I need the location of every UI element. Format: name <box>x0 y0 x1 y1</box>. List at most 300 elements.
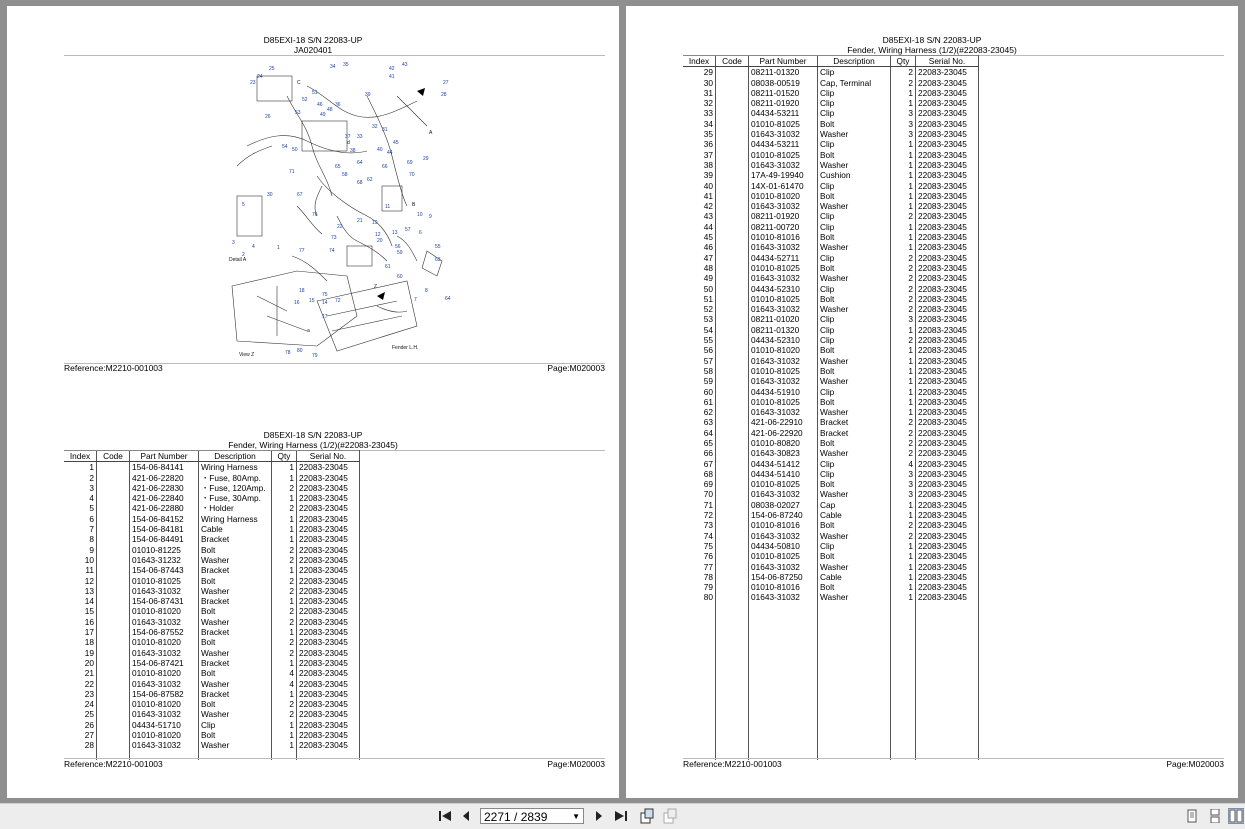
table-cell: 01643-31032 <box>749 160 818 170</box>
table-cell: 22083-23045 <box>297 596 360 606</box>
table-cell: 3 <box>891 469 916 479</box>
svg-text:26: 26 <box>265 114 271 120</box>
table-cell: ・Fuse, 80Amp. <box>199 473 272 483</box>
table-cell: 22083-23045 <box>916 150 979 160</box>
table-cell <box>716 603 749 760</box>
prev-page-icon[interactable] <box>458 808 474 824</box>
table-cell: 1 <box>891 376 916 386</box>
table-cell <box>716 67 749 78</box>
table-cell: Bolt <box>199 576 272 586</box>
table-cell: 22083-23045 <box>297 586 360 596</box>
table-cell: 70 <box>703 489 713 500</box>
table-cell <box>97 637 130 647</box>
table-cell: Bolt <box>818 582 891 592</box>
table-cell: 04434-50810 <box>749 541 818 551</box>
last-page-icon[interactable] <box>613 808 629 824</box>
svg-text:63: 63 <box>435 257 441 263</box>
table-cell <box>716 572 749 582</box>
next-page-icon[interactable] <box>591 808 607 824</box>
table-cell: 58 <box>703 365 713 376</box>
table-cell: 12 <box>84 575 94 586</box>
table-cell: 22083-23045 <box>916 314 979 324</box>
table-cell: 65 <box>703 437 713 448</box>
column-header: Serial No. <box>916 56 979 67</box>
table-cell <box>716 562 749 572</box>
table-cell: 2 <box>891 263 916 273</box>
table-cell: Bolt <box>818 438 891 448</box>
table-cell: 79 <box>703 582 713 593</box>
table-row <box>683 263 979 273</box>
svg-text:79: 79 <box>312 353 318 359</box>
table-cell: 01643-31032 <box>749 592 818 602</box>
table-cell: 2 <box>272 637 297 647</box>
table-cell: 22083-23045 <box>297 545 360 555</box>
table-row <box>64 658 360 668</box>
table-cell <box>716 387 749 397</box>
reference-label: Reference:M2210-001003 <box>64 363 163 373</box>
table-cell: Clip <box>818 181 891 191</box>
table-cell: 01643-31032 <box>749 201 818 211</box>
table-row <box>64 627 360 637</box>
column-header: Index <box>64 451 97 462</box>
table-cell <box>716 438 749 448</box>
table-cell: Bolt <box>818 263 891 273</box>
table-row <box>683 417 979 427</box>
table-cell: 38 <box>703 159 713 170</box>
table-row <box>683 356 979 366</box>
table-row <box>64 689 360 699</box>
table-cell: 47 <box>703 252 713 263</box>
svg-text:55: 55 <box>435 244 441 250</box>
table-cell: 01010-81025 <box>749 397 818 407</box>
table-row <box>683 222 979 232</box>
table-cell: 22083-23045 <box>916 572 979 582</box>
svg-text:Fender L.H.: Fender L.H. <box>392 345 419 351</box>
column-header: Description <box>818 56 891 67</box>
svg-text:67: 67 <box>297 192 303 198</box>
table-cell: Cable <box>818 572 891 582</box>
table-cell: 2 <box>891 294 916 304</box>
svg-text:13: 13 <box>392 230 398 236</box>
table-cell: 01643-31032 <box>130 586 199 596</box>
column-header: Code <box>716 56 749 67</box>
table-cell: 01643-31032 <box>749 489 818 499</box>
table-cell: 23 <box>84 688 94 699</box>
table-cell: 04434-53211 <box>749 108 818 118</box>
table-cell: 1 <box>891 325 916 335</box>
continuous-view-icon[interactable] <box>1207 808 1223 824</box>
table-cell: Washer <box>818 531 891 541</box>
table-cell <box>716 428 749 438</box>
table-cell: 22083-23045 <box>916 191 979 201</box>
table-cell: 3 <box>891 129 916 139</box>
table-cell <box>891 603 916 760</box>
table-cell <box>716 376 749 386</box>
table-cell: 2 <box>272 545 297 555</box>
table-cell <box>716 139 749 149</box>
table-cell <box>716 304 749 314</box>
table-cell: 22083-23045 <box>916 78 979 88</box>
table-cell: 17A-49-19940 <box>749 170 818 180</box>
svg-text:69: 69 <box>407 160 413 166</box>
table-cell: 22083-23045 <box>916 417 979 427</box>
svg-text:75: 75 <box>322 292 328 298</box>
table-cell: 01643-31032 <box>749 273 818 283</box>
svg-text:35: 35 <box>343 62 349 68</box>
table-row <box>64 668 360 678</box>
svg-text:45: 45 <box>393 140 399 146</box>
table-cell <box>97 720 130 730</box>
table-cell: 14X-01-61470 <box>749 181 818 191</box>
svg-text:8: 8 <box>425 288 428 294</box>
table-cell: 01010-81025 <box>749 479 818 489</box>
table-cell: 28 <box>84 740 94 751</box>
table-cell: 01010-81020 <box>130 606 199 616</box>
two-page-view-icon[interactable] <box>1228 808 1244 824</box>
table-cell <box>716 582 749 592</box>
page-code-label: Page:M020003 <box>1166 759 1224 769</box>
table-cell <box>97 596 130 606</box>
table-cell: 80 <box>703 592 713 603</box>
table-cell: 154-06-84491 <box>130 534 199 544</box>
svg-text:A: A <box>429 130 433 136</box>
table-row <box>64 503 360 513</box>
table-row <box>683 541 979 551</box>
table-row <box>683 387 979 397</box>
table-cell <box>716 160 749 170</box>
table-cell: Washer <box>199 586 272 596</box>
table-cell: 22083-23045 <box>916 500 979 510</box>
table-cell: 1 <box>891 366 916 376</box>
table-cell: 22083-23045 <box>916 211 979 221</box>
table-cell: 30 <box>703 77 713 88</box>
table-row <box>683 592 979 602</box>
table-cell <box>97 534 130 544</box>
table-cell: 22083-23045 <box>916 325 979 335</box>
table-cell: Bracket <box>818 417 891 427</box>
table-cell: 68 <box>703 468 713 479</box>
svg-text:73: 73 <box>331 235 337 241</box>
table-cell: 04434-51412 <box>749 459 818 469</box>
table-cell: 22083-23045 <box>297 679 360 689</box>
table-cell: 22083-23045 <box>916 489 979 499</box>
table-cell: Clip <box>818 253 891 263</box>
table-cell <box>716 459 749 469</box>
svg-text:2: 2 <box>242 252 245 258</box>
table-cell: 22083-23045 <box>297 524 360 534</box>
table-cell: 01010-81225 <box>130 545 199 555</box>
table-cell: 1 <box>891 222 916 232</box>
table-cell: 421-06-22920 <box>749 428 818 438</box>
table-row <box>683 304 979 314</box>
table-cell: 61 <box>703 396 713 407</box>
table-cell: 59 <box>703 376 713 387</box>
table-cell: Bolt <box>818 345 891 355</box>
svg-text:60: 60 <box>397 274 403 280</box>
table-cell: 22083-23045 <box>297 462 360 473</box>
table-cell: 33 <box>703 108 713 119</box>
table-cell: 3 <box>89 482 94 493</box>
table-cell: 52 <box>703 304 713 315</box>
table-cell: 01643-31032 <box>130 617 199 627</box>
table-cell: Washer <box>818 376 891 386</box>
table-cell: 22083-23045 <box>916 551 979 561</box>
column-header: Part Number <box>130 451 199 462</box>
table-cell: 22083-23045 <box>297 576 360 586</box>
table-cell <box>716 119 749 129</box>
table-cell: Washer <box>818 592 891 602</box>
table-row <box>683 253 979 263</box>
svg-text:43: 43 <box>402 62 408 68</box>
table-cell <box>716 170 749 180</box>
svg-text:22: 22 <box>337 224 343 230</box>
table-cell: Wiring Harness <box>199 462 272 473</box>
table-cell: 5 <box>89 503 94 514</box>
table-row <box>64 514 360 524</box>
table-cell: 154-06-87250 <box>749 572 818 582</box>
table-cell: 2 <box>891 78 916 88</box>
table-cell: 72 <box>703 510 713 521</box>
table-cell: 20 <box>84 657 94 668</box>
svg-text:20: 20 <box>377 238 383 244</box>
table-cell: 11 <box>85 565 94 576</box>
table-row <box>683 98 979 108</box>
table-cell: 01643-31032 <box>749 129 818 139</box>
page-code-label: Page:M020003 <box>547 363 605 373</box>
table-cell: 1 <box>272 524 297 534</box>
table-cell: 1 <box>272 596 297 606</box>
table-row <box>683 67 979 78</box>
table-cell: Cable <box>818 510 891 520</box>
table-cell: 26 <box>84 719 94 730</box>
table-cell: 4 <box>272 679 297 689</box>
svg-text:57: 57 <box>405 227 411 233</box>
table-cell: 22083-23045 <box>297 648 360 658</box>
table-cell: Clip <box>818 325 891 335</box>
table-cell: 1 <box>891 407 916 417</box>
table-cell: 154-06-84181 <box>130 524 199 534</box>
table-row <box>683 170 979 180</box>
table-cell: 55 <box>703 335 713 346</box>
table-cell: 67 <box>703 458 713 469</box>
table-cell: 08211-00720 <box>749 222 818 232</box>
table-cell: 04434-52711 <box>749 253 818 263</box>
table-cell: 29 <box>703 67 713 78</box>
table-cell <box>97 617 130 627</box>
table-cell <box>683 603 716 760</box>
table-cell <box>97 679 130 689</box>
table-cell: 2 <box>272 503 297 513</box>
table-cell: 22083-23045 <box>916 129 979 139</box>
table-cell: Bracket <box>199 534 272 544</box>
table-cell <box>716 551 749 561</box>
table-cell <box>716 520 749 530</box>
table-cell: 1 <box>272 730 297 740</box>
table-row <box>683 139 979 149</box>
svg-text:49: 49 <box>320 112 326 118</box>
table-cell: 78 <box>703 571 713 582</box>
table-cell: Bolt <box>199 637 272 647</box>
table-row <box>683 335 979 345</box>
table-cell: 01643-31032 <box>749 407 818 417</box>
table-cell: 154-06-87443 <box>130 565 199 575</box>
table-cell <box>716 284 749 294</box>
svg-text:36: 36 <box>335 102 341 108</box>
table-cell: 37 <box>703 149 713 160</box>
table-cell: 01010-81016 <box>749 582 818 592</box>
svg-text:32: 32 <box>372 124 378 130</box>
svg-text:33: 33 <box>357 134 363 140</box>
table-row <box>683 201 979 211</box>
table-cell: Washer <box>818 407 891 417</box>
table-row <box>683 572 979 582</box>
table-cell: Washer <box>818 448 891 458</box>
table-row <box>683 407 979 417</box>
table-row <box>683 273 979 283</box>
column-header: Description <box>199 451 272 462</box>
table-cell: 154-06-87421 <box>130 658 199 668</box>
table-cell: 22083-23045 <box>297 514 360 524</box>
svg-text:50: 50 <box>292 147 298 153</box>
layout-icon[interactable] <box>662 808 678 824</box>
table-cell: 14 <box>84 596 94 607</box>
svg-text:29: 29 <box>423 156 429 162</box>
table-cell <box>97 524 130 534</box>
table-cell: 1 <box>891 139 916 149</box>
svg-text:23: 23 <box>250 80 256 86</box>
table-cell: 22083-23045 <box>916 397 979 407</box>
table-cell: 04434-52310 <box>749 335 818 345</box>
table-row <box>683 551 979 561</box>
table-cell: 53 <box>703 314 713 325</box>
table-row <box>64 462 360 473</box>
table-cell: 01010-81020 <box>130 730 199 740</box>
table-cell: 01643-31032 <box>749 376 818 386</box>
table-cell: 01010-81020 <box>749 345 818 355</box>
table-cell: 22083-23045 <box>297 658 360 668</box>
table-cell: 62 <box>703 407 713 418</box>
table-cell: 3 <box>891 119 916 129</box>
table-cell <box>716 448 749 458</box>
svg-text:34: 34 <box>330 64 336 70</box>
table-cell: 2 <box>891 273 916 283</box>
table-cell: 2 <box>272 576 297 586</box>
svg-text:3: 3 <box>232 240 235 246</box>
table-cell <box>716 335 749 345</box>
table-cell: 46 <box>703 242 713 253</box>
table-cell: 22083-23045 <box>916 222 979 232</box>
table-cell: 2 <box>891 531 916 541</box>
column-header: Qty <box>891 56 916 67</box>
table-cell: Bolt <box>818 232 891 242</box>
table-cell <box>97 730 130 740</box>
table-cell: 22083-23045 <box>297 503 360 513</box>
table-cell: 1 <box>891 592 916 602</box>
table-cell: 421-06-22830 <box>130 483 199 493</box>
table-cell: 76 <box>703 551 713 562</box>
table-row <box>683 88 979 98</box>
table-cell: 15 <box>84 606 94 617</box>
table-cell: 01010-80820 <box>749 438 818 448</box>
table-row <box>683 325 979 335</box>
table-cell: Clip <box>818 139 891 149</box>
parts-diagram <box>217 56 452 361</box>
svg-text:24: 24 <box>257 74 263 80</box>
table-cell: 01010-81025 <box>749 119 818 129</box>
table-cell <box>716 345 749 355</box>
table-row <box>64 648 360 658</box>
single-page-view-icon[interactable] <box>1184 808 1200 824</box>
rotate-icon[interactable] <box>639 808 655 824</box>
table-cell: 1 <box>891 510 916 520</box>
table-cell: 154-06-84152 <box>130 514 199 524</box>
svg-text:14: 14 <box>322 300 328 306</box>
table-cell: 1 <box>891 572 916 582</box>
table-cell: 22083-23045 <box>916 160 979 170</box>
table-cell <box>716 211 749 221</box>
table-cell: 43 <box>703 211 713 222</box>
svg-text:Z: Z <box>374 284 378 290</box>
table-cell: 1 <box>272 473 297 483</box>
diagram-code: JA020401 <box>293 45 333 55</box>
table-cell: 71 <box>703 499 713 510</box>
table-cell: 6 <box>89 513 94 524</box>
table-cell: 49 <box>703 273 713 284</box>
table-cell: 08211-01520 <box>749 88 818 98</box>
table-title: Fender, Wiring Harness (1/2)(#22083-23045) <box>228 440 398 450</box>
page-number-field[interactable] <box>480 808 584 824</box>
table-cell: 69 <box>703 479 713 490</box>
svg-text:39: 39 <box>365 92 371 98</box>
table-row <box>683 428 979 438</box>
table-cell: Bolt <box>818 191 891 201</box>
svg-text:42: 42 <box>389 66 395 72</box>
table-title: Fender, Wiring Harness (1/2)(#22083-23045) <box>847 45 1017 55</box>
svg-text:40: 40 <box>377 147 383 153</box>
table-cell: 66 <box>703 448 713 459</box>
table-cell: 01643-31032 <box>749 562 818 572</box>
table-cell <box>97 493 130 503</box>
table-row <box>683 469 979 479</box>
table-cell: 54 <box>703 324 713 335</box>
table-cell: 1 <box>272 627 297 637</box>
table-row <box>683 181 979 191</box>
table-header-title: D85EXI-18 S/N 22083-UP <box>263 430 363 440</box>
table-cell: 1 <box>891 232 916 242</box>
table-cell: 4 <box>272 668 297 678</box>
parts-table <box>64 450 360 760</box>
table-row <box>683 314 979 324</box>
table-cell: 74 <box>703 530 713 541</box>
table-cell: 01643-30823 <box>749 448 818 458</box>
table-cell: Washer <box>818 129 891 139</box>
table-cell: 41 <box>703 190 713 201</box>
table-cell: 1 <box>891 356 916 366</box>
svg-text:C: C <box>297 80 301 86</box>
table-cell: 22083-23045 <box>297 709 360 719</box>
column-header: Code <box>97 451 130 462</box>
table-cell: Bolt <box>199 606 272 616</box>
table-cell: 421-06-22880 <box>130 503 199 513</box>
table-cell <box>716 489 749 499</box>
first-page-icon[interactable] <box>437 808 453 824</box>
table-cell <box>749 603 818 760</box>
table-cell: 22083-23045 <box>297 740 360 750</box>
table-cell <box>97 740 130 750</box>
table-cell: 22083-23045 <box>916 366 979 376</box>
table-cell: 04434-52310 <box>749 284 818 294</box>
chevron-down-icon[interactable]: ▼ <box>572 812 580 821</box>
